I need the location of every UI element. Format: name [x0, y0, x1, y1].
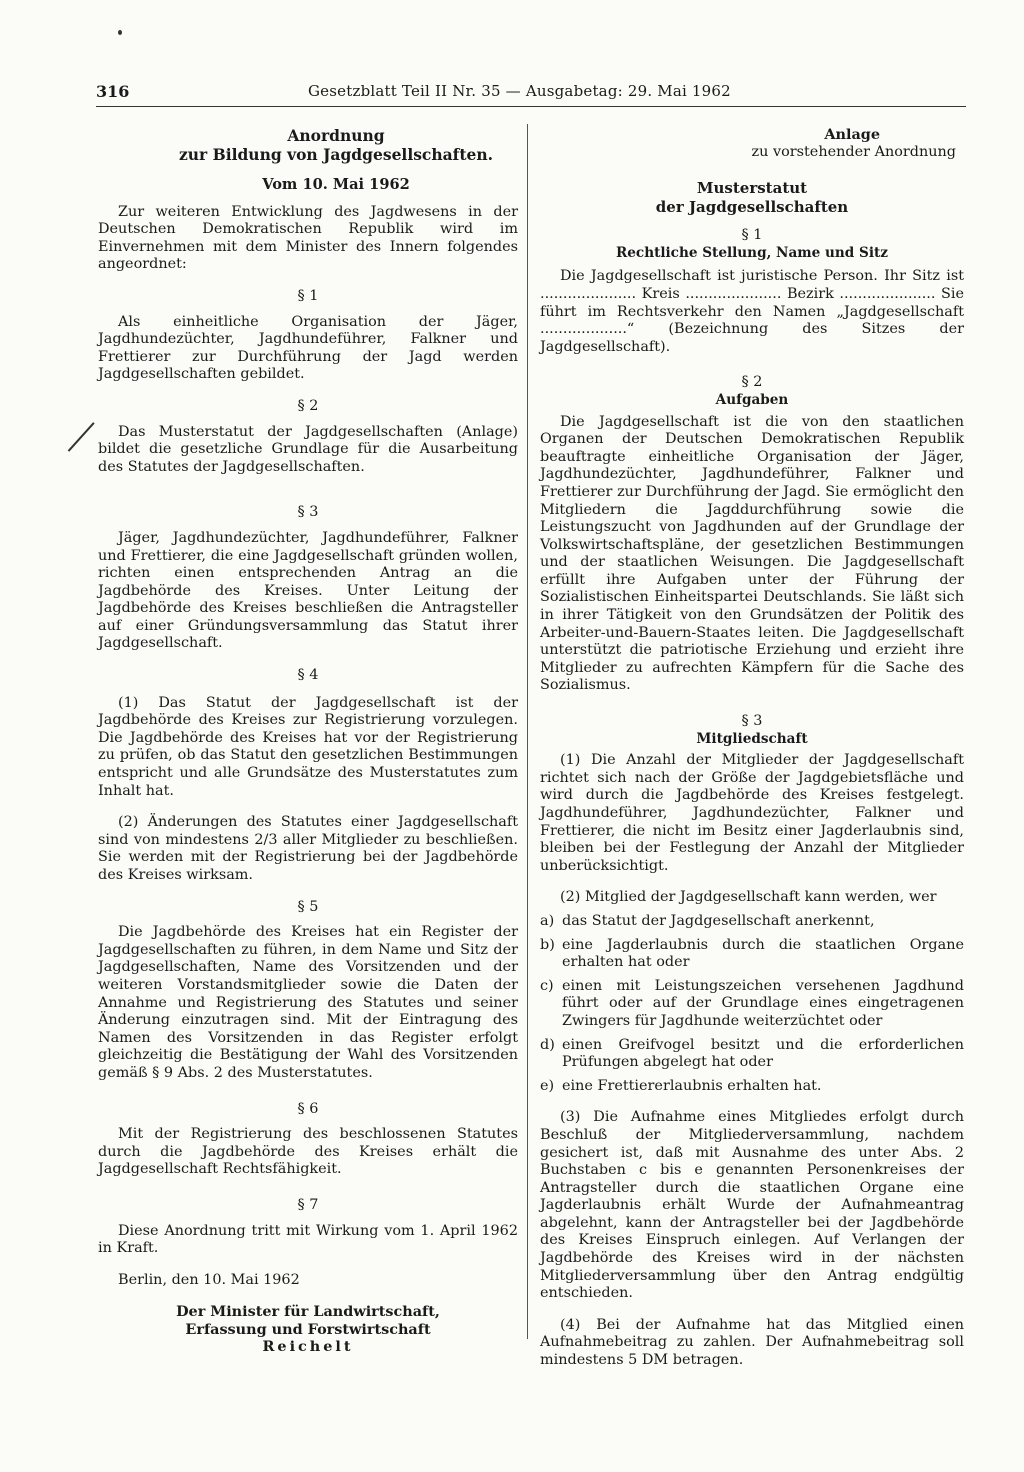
list-item-label: d) [540, 1036, 555, 1053]
left-column [98, 126, 518, 1356]
statute-section-1-number: § 1 [741, 227, 763, 244]
preamble: Zur weiteren Entwicklung des Jagdwesens in der Deutschen Demokratischen Republik wird im Einvernehmen mit dem Minister des Innern folgendes angeordnet: [98, 203, 518, 273]
statute-section-3-paragraph-2: (2) Mitglied der Jagdgesellschaft kann werden, wer [560, 889, 937, 906]
statute-section-3-paragraph-3: (3) Die Aufnahme eines Mitgliedes erfolgt durch Beschluß der Mitgliederversammlung, nachdem gesichert ist, daß mit Ausnahme des unter Abs. 2 Buchstaben c bis e genannten Personenkreises der Antragsteller durch die staatlichen Organe eine Jagderlaubnis erhält Wurde der Aufnahmeantrag abgelehnt, kann der Antragsteller bei der Jagdbehörde des Kreises Einspruch einlegen. Auf Verlangen der Jagdbehörde des Kreises wird in der nächsten Mitgliederversammlung über den Antrag endgültig entschieden. [540, 1109, 964, 1302]
page-number: 316 [96, 82, 130, 101]
section-6-text: Mit der Registrierung des beschlossenen Statutes durch die Jagdbehörde des Kreises erhält die Jagdgesellschaft Rechtsfähigkeit. [98, 1126, 518, 1178]
signature-title-line1: Der Minister für Landwirtschaft, [176, 1303, 440, 1321]
list-item [540, 1037, 964, 1072]
section-3-number: § 3 [297, 504, 319, 521]
section-6-number: § 6 [297, 1100, 319, 1117]
section-5-text: Die Jagdbehörde des Kreises hat ein Register der Jagdgesellschaften zu führen, in dem Name und Sitz der Jagdgesellschaften, Name des Vorsitzenden und der weiteren Vorstandsmitglieder sowie die Daten der Annahme und Registrierung des Statutes und seiner Änderung einzutragen sind. Mit der Eintragung des Namen des Vorsitzenden in das Register erfolgt gleichzeitig die Bestätigung der Wahl des Vorsitzenden gemäß § 9 Abs. 2 des Musterstatutes. [98, 924, 518, 1081]
section-5-number: § 5 [297, 898, 319, 915]
list-item-text: eine Frettiererlaubnis erhalten hat. [562, 1077, 822, 1094]
section-3-text: Jäger, Jagdhundezüchter, Jagdhundeführer, Falkner und Frettierer, die eine Jagdgesellschaft gründen wollen, richten einen entsprechenden Antrag an die Jagdbehörde des Kreises. Unter Leitung der Jagdbehörde des Kreises beschließen die Antragsteller auf einer Gründungsversammlung das Statut ihrer Jagdgesellschaft. [98, 529, 518, 652]
statute-section-3-title: Mitgliedschaft [696, 730, 808, 747]
annex-subtitle: zu vorstehender Anordnung [751, 143, 956, 160]
page-header [96, 80, 966, 107]
section-2-number: § 2 [297, 397, 319, 414]
header-title: Gesetzblatt Teil II Nr. 35 — Ausgabetag: 29. Mai 1962 [308, 82, 731, 100]
list-item-text: einen mit Leistungszeichen versehenen Jagdhund führt oder auf der Grundlage eines eingetragenen Zwingers für Jagdhunde weiterzüchtet oder [562, 977, 964, 1029]
statute-section-3-number: § 3 [741, 713, 763, 730]
statute-title-line1: Musterstatut [696, 179, 808, 198]
order-title-line2: zur Bildung von Jagdgesellschaften. [178, 145, 494, 164]
statute-section-3-paragraph-4: (4) Bei der Aufnahme hat das Mitglied einen Aufnahmebeitrag zu zahlen. Der Aufnahmebeitrag soll mindestens 5 DM betragen. [540, 1316, 964, 1369]
section-4-paragraph-2: (2) Änderungen des Statutes einer Jagdgesellschaft sind von mindestens 2/3 aller Mitglieder zu beschließen. Sie werden mit der Registrierung bei der Jagdbehörde des Kreises wirksam. [98, 814, 518, 883]
list-item-label: c) [540, 977, 554, 994]
list-item-label: b) [540, 936, 555, 953]
section-7-text: Diese Anordnung tritt mit Wirkung vom 1. April 1962 in Kraft. [98, 1222, 518, 1257]
right-column [540, 126, 964, 1370]
statute-section-2-title: Aufgaben [715, 391, 789, 408]
place-and-date: Berlin, den 10. Mai 1962 [118, 1271, 300, 1288]
order-date: Vom 10. Mai 1962 [262, 176, 410, 193]
list-item-label: e) [540, 1077, 555, 1094]
column-divider [527, 124, 528, 1339]
list-item [540, 1078, 964, 1096]
section-4-paragraph-1: (1) Das Statut der Jagdgesellschaft ist der Jagdbehörde des Kreises zur Registrierung vorzulegen. Die Jagdbehörde des Kreises hat vor der Registrierung zu prüfen, ob das Statut den gesetzlichen Bestimmungen entspricht und alle Grundsätze des Musterstatutes zum Inhalt hat. [98, 694, 518, 799]
statute-section-3-paragraph-1: (1) Die Anzahl der Mitglieder der Jagdgesellschaft richtet sich nach der Größe der Jagdgebietsfläche und wird durch die Jagdbehörde des Kreises festgelegt. Jagdhundeführer, Jagdhundezüchter, Falkner und Frettierer, die nicht im Besitz einer Jagderlaubnis sind, bleiben bei der Festlegung der Anzahl der Mitglieder unberücksichtigt. [540, 752, 964, 874]
annex-label: Anlage [824, 126, 880, 143]
margin-pen-stroke [68, 422, 95, 451]
statute-title-line2: der Jagdgesellschaften [655, 198, 849, 217]
statute-section-2-text: Die Jagdgesellschaft ist die von den staatlichen Organen der Deutschen Demokratischen Republik beauftragte einheitliche Organisation der Jäger, Jagdhundezüchter, Jagdhundeführer, Falkner und Frettierer zur Durchführung der Jagd. Sie ermöglicht den Mitgliedern die Jagddurchführung sowie die Leistungszucht von Jagdhunden auf der Grundlage der Volkswirtschaftspläne, der gesetzlichen Bestimmungen und der staatlichen Weisungen. Die Jagdgesellschaft erfüllt ihre Aufgaben unter der Führung der Sozialistischen Einheitspartei Deutschlands. Sie läßt sich in ihrer Tätigkeit von den Grundsätzen der Politik des Arbeiter-und-Bauern-Staates leiten. Die Jagdgesellschaft unterstützt die patriotische Erziehung und erzieht ihre Mitglieder zu aufrechten Kämpfern für die Sache des Sozialismus. [540, 413, 964, 694]
signature-title-line2: Erfassung und Forstwirtschaft [185, 1320, 431, 1338]
order-title-line1: Anordnung [287, 126, 385, 145]
section-2-text: Das Musterstatut der Jagdgesellschaften (Anlage) bildet die gesetzliche Grundlage für die Ausarbeitung des Statutes der Jagdgesellschaften. [98, 423, 518, 475]
section-7-number: § 7 [297, 1196, 319, 1213]
statute-section-1-title: Rechtliche Stellung, Name und Sitz [615, 244, 889, 261]
list-item [540, 913, 964, 931]
list-item-text: einen Greifvogel besitzt und die erforderlichen Prüfungen abgelegt hat oder [562, 1036, 964, 1071]
list-item-text: das Statut der Jagdgesellschaft anerkennt, [562, 912, 875, 929]
signature-name: Reichelt [262, 1338, 354, 1356]
section-1-number: § 1 [297, 287, 319, 304]
list-item-label: a) [540, 912, 555, 929]
section-1-text: Als einheitliche Organisation der Jäger, Jagdhundezüchter, Jagdhundeführer, Falkner und Frettierer zur Durchführung der Jagd werden Jagdgesellschaften gebildet. [98, 313, 518, 383]
section-4-number: § 4 [297, 667, 319, 684]
statute-section-2-number: § 2 [741, 374, 763, 391]
list-item [540, 978, 964, 1031]
list-item [540, 937, 964, 972]
list-item-text: eine Jagderlaubnis durch die staatlichen Organe erhalten hat oder [562, 936, 964, 971]
membership-criteria-list [540, 913, 964, 1095]
ink-dot [118, 30, 122, 35]
statute-section-1-text: Die Jagdgesellschaft ist juristische Person. Ihr Sitz ist ..................... Kreis ..................... Bezirk ..................... Sie führt im Rechtsverkehr den Namen „Jagdgesellschaft ...................“ (Bezeichnung des Sitzes der Jagdgesellschaft). [540, 268, 964, 355]
